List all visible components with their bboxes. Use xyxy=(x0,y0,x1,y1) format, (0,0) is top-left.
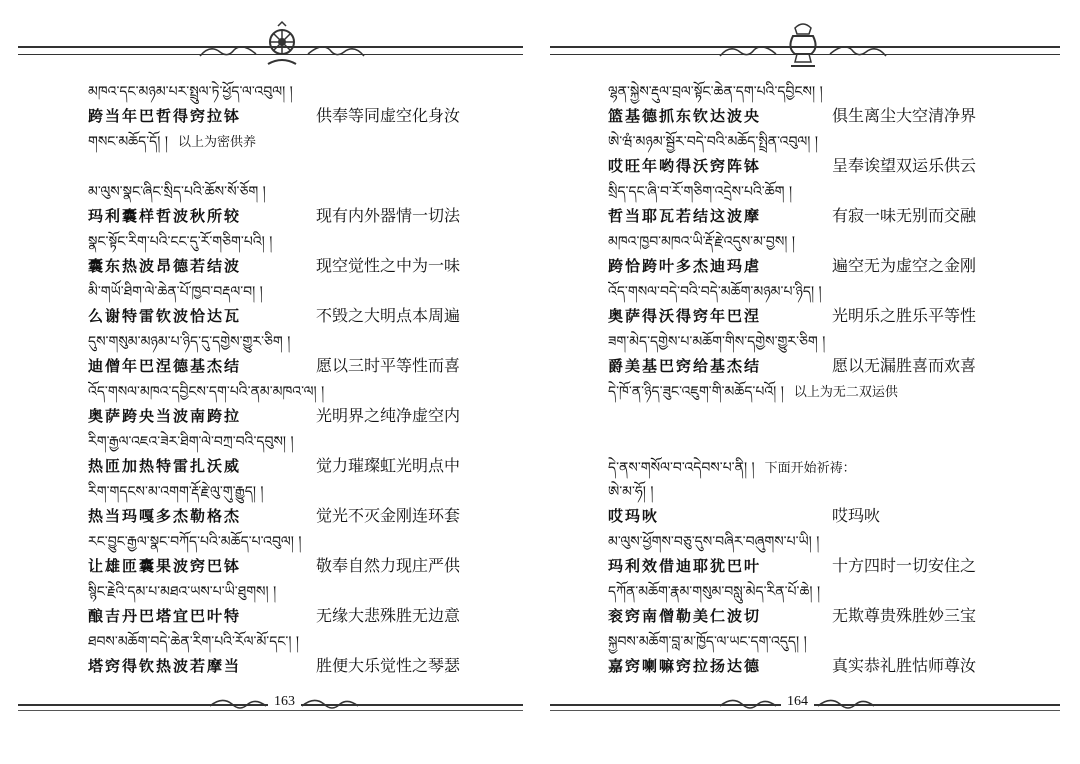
phonetic-transliteration: 篮基德抓东钦达波央 xyxy=(608,109,762,125)
tibetan-verse-line xyxy=(88,230,488,254)
verse-gap xyxy=(608,404,1028,430)
phonetic-transliteration: 奥萨跨央当波南跨拉 xyxy=(88,409,242,425)
phonetic-transliteration: 哎旺年哟得沃窍阵钵 xyxy=(608,159,762,175)
chinese-meaning: 供奉等同虚空化身汝 xyxy=(316,108,461,125)
chinese-meaning: 觉力璀璨虹光明点中 xyxy=(316,458,461,475)
tibetan-text: སྲིད་དང་ཞི་བ་རོ་གཅིག་འདྲེས་པའི་ཆོག ། xyxy=(608,184,793,200)
chinese-meaning: 无缘大悲殊胜无边意 xyxy=(316,608,461,625)
transliteration-meaning-row xyxy=(608,104,1028,130)
tibetan-verse-line xyxy=(88,480,488,504)
transliteration-meaning-row xyxy=(88,404,488,430)
tibetan-text: ཐབས་མཆོག་བདེ་ཆེན་རིག་པའི་རོལ་མོ་དང་། ། xyxy=(88,634,300,650)
scroll-ornament-icon xyxy=(198,40,258,62)
tibetan-text: ལྷན་སྐྱེས་རྡུལ་བྲལ་སྟོང་ཆེན་དག་པའི་དབྱིངས། ། xyxy=(608,84,823,100)
tibetan-text: དེ་ནས་གསོལ་བ་འདེབས་པ་ནི། ། xyxy=(608,460,755,476)
tibetan-verse-line xyxy=(608,630,1028,654)
section-note: 下面开始祈祷： xyxy=(764,461,856,476)
transliteration-meaning-row xyxy=(88,354,488,380)
tibetan-text: ཨེ་མ་ཧོ། ། xyxy=(608,484,654,500)
transliteration-meaning-row xyxy=(88,204,488,230)
tibetan-verse-line xyxy=(88,430,488,454)
chinese-meaning: 愿以无漏胜喜而欢喜 xyxy=(832,358,977,375)
chinese-meaning: 愿以三时平等性而喜 xyxy=(316,358,461,375)
tibetan-text: དུས་གསུམ་མཉམ་པ་ཉིད་དུ་དགྱེས་གྱུར་ཅིག ། xyxy=(88,334,291,350)
phonetic-transliteration: 爵美基巴窍给基杰结 xyxy=(608,359,762,375)
chinese-meaning: 觉光不灭金刚连环套 xyxy=(316,508,461,525)
transliteration-meaning-row xyxy=(88,554,488,580)
phonetic-transliteration: 么谢特雷钦波恰达瓦 xyxy=(88,309,242,325)
page-number: 164 xyxy=(781,694,814,710)
transliteration-meaning-row xyxy=(88,304,488,330)
scroll-ornament-icon xyxy=(828,40,888,62)
tibetan-text: དཀོན་མཆོག་རྣམ་གསུམ་བསླུ་མེད་རིན་པོ་ཆེ། ། xyxy=(608,584,821,600)
phonetic-transliteration: 奥萨得沃得窍年巴涅 xyxy=(608,309,762,325)
tibetan-verse-line xyxy=(608,530,1028,554)
phonetic-transliteration: 酿吉丹巴塔宜巴叶特 xyxy=(88,609,242,625)
chinese-meaning: 真实恭礼胜怙师尊汝 xyxy=(832,658,977,675)
right-text-column xyxy=(608,80,1028,680)
tibetan-verse-line xyxy=(88,530,488,554)
tibetan-verse-line xyxy=(88,330,488,354)
chinese-meaning: 俱生离尘大空清净界 xyxy=(832,108,977,125)
tibetan-verse-line xyxy=(608,280,1028,304)
right-page xyxy=(540,0,1080,764)
transliteration-meaning-row xyxy=(88,654,488,680)
transliteration-meaning-row xyxy=(88,104,488,130)
footer-rule-thin xyxy=(18,710,523,711)
chinese-meaning: 有寂一味无别而交融 xyxy=(832,208,977,225)
tibetan-text: རང་བྱུང་རྒྱལ་སྣང་བཀོད་པའི་མཆོད་པ་འབུལ། ། xyxy=(88,534,302,550)
chinese-meaning: 呈奉诶望双运乐供云 xyxy=(832,158,977,175)
verse-gap xyxy=(88,154,488,180)
tibetan-text: འོད་གསལ་བདེ་བའི་བདེ་མཆོག་མཉམ་པ་ཉིད། ། xyxy=(608,284,822,300)
section-note: 以上为无二双运供 xyxy=(793,385,898,400)
tibetan-text: མ་ལུས་སྣང་ཞིང་སྲིད་པའི་ཆོས་སོ་ཅོག ། xyxy=(88,184,266,200)
phonetic-transliteration: 让雄匝囊果波窍巴钵 xyxy=(88,559,242,575)
tibetan-text: རིག་གདངས་མ་འགག་རྡོ་རྗེ་ལུ་གུ་རྒྱུད། ། xyxy=(88,484,264,500)
treasure-vase-emblem-icon xyxy=(783,20,823,70)
tibetan-verse-line xyxy=(88,380,488,404)
scroll-ornament-icon xyxy=(306,40,366,62)
transliteration-meaning-row xyxy=(608,154,1028,180)
phonetic-transliteration: 囊东热波昂德若结波 xyxy=(88,259,242,275)
tibetan-text: མཁའ་ཁྱབ་མཁའ་ཡི་རྡོ་རྗེ་འདུས་མ་བྱས། ། xyxy=(608,234,795,250)
phonetic-transliteration: 迪僧年巴涅德基杰结 xyxy=(88,359,242,375)
tibetan-text: སྐྱབས་མཆོག་བླ་མ་ཁྱོད་ལ་ཡང་དག་འདུད། ། xyxy=(608,634,807,650)
tibetan-verse-line xyxy=(608,480,1028,504)
transliteration-meaning-row xyxy=(608,354,1028,380)
transliteration-meaning-row xyxy=(88,254,488,280)
tibetan-text: ཨེ་ཝཾ་མཉམ་སྦྱོར་བདེ་བའི་མཆོད་སྤྲིན་འབུལ། ། xyxy=(608,134,818,150)
tibetan-verse-line xyxy=(608,180,1028,204)
tibetan-verse-line xyxy=(608,456,1028,480)
tibetan-text: གསང་མཆོད་དོ། ། xyxy=(88,134,168,150)
tibetan-text: སྣང་སྟོང་རིག་པའི་ངང་དུ་རོ་གཅིག་པའི། ། xyxy=(88,234,273,250)
transliteration-meaning-row xyxy=(608,654,1028,680)
chinese-meaning: 敬奉自然力现庄严供 xyxy=(316,558,461,575)
transliteration-meaning-row xyxy=(608,254,1028,280)
transliteration-meaning-row xyxy=(608,504,1028,530)
section-note: 以上为密供养 xyxy=(177,135,256,150)
tibetan-verse-line xyxy=(608,380,1028,404)
transliteration-meaning-row xyxy=(88,604,488,630)
phonetic-transliteration: 塔窍得钦热波若摩当 xyxy=(88,659,242,675)
scroll-ornament-icon xyxy=(718,694,778,716)
tibetan-verse-line xyxy=(608,580,1028,604)
chinese-meaning: 无欺尊贵殊胜妙三宝 xyxy=(832,608,977,625)
tibetan-verse-line xyxy=(88,580,488,604)
phonetic-transliteration: 衮窍南僧勒美仁波切 xyxy=(608,609,762,625)
transliteration-meaning-row xyxy=(608,554,1028,580)
tibetan-verse-line xyxy=(88,80,488,104)
phonetic-transliteration: 热当玛嘎多杰勒格杰 xyxy=(88,509,242,525)
phonetic-transliteration: 哎玛吙 xyxy=(608,509,660,525)
phonetic-transliteration: 跨恰跨叶多杰迪玛虐 xyxy=(608,259,762,275)
tibetan-text: མཁའ་དང་མཉམ་པར་སྤྲུལ་ཏེ་ཕྱོད་ལ་འབུལ། ། xyxy=(88,84,293,100)
transliteration-meaning-row xyxy=(608,604,1028,630)
transliteration-meaning-row xyxy=(608,204,1028,230)
tibetan-text: ཟག་མེད་དགྱེས་པ་མཆོག་གིས་དགྱེས་གྱུར་ཅིག ། xyxy=(608,334,826,350)
tibetan-verse-line xyxy=(608,130,1028,154)
chinese-meaning: 不毁之大明点本周遍 xyxy=(316,308,461,325)
tibetan-text: དེ་ཁོ་ན་ཉིད་ཟུང་འཇུག་གི་མཆོད་པའོ། ། xyxy=(608,384,784,400)
scroll-ornament-icon xyxy=(816,694,876,716)
dharma-wheel-emblem-icon xyxy=(262,20,302,70)
left-text-column xyxy=(88,80,488,680)
tibetan-text: འོད་གསལ་མཁའ་དབྱིངས་དག་པའི་ནམ་མཁའ་ལ། ། xyxy=(88,384,325,400)
phonetic-transliteration: 玛利囊样哲波秋所较 xyxy=(88,209,242,225)
tibetan-verse-line xyxy=(608,330,1028,354)
tibetan-text: མི་གཡོ་ཐིག་ལེ་ཆེན་པོ་ཁྱབ་བརྡལ་བ། ། xyxy=(88,284,263,300)
scroll-ornament-icon xyxy=(300,694,360,716)
chinese-meaning: 胜便大乐觉性之琴瑟 xyxy=(316,658,461,675)
tibetan-text: རིག་རྒྱལ་འཇའ་ཟེར་ཐིག་ལེ་བཀྲ་བའི་དབུས། ། xyxy=(88,434,294,450)
tibetan-verse-line xyxy=(608,230,1028,254)
chinese-meaning: 哎玛吙 xyxy=(832,508,881,525)
chinese-meaning: 现有内外器情一切法 xyxy=(316,208,461,225)
chinese-meaning: 光明乐之胜乐平等性 xyxy=(832,308,977,325)
chinese-meaning: 光明界之纯净虚空内 xyxy=(316,408,461,425)
tibetan-text: མ་ལུས་ཕྱོགས་བཅུ་དུས་བཞིར་བཞུགས་པ་ཡི། ། xyxy=(608,534,820,550)
phonetic-transliteration: 哲当耶瓦若结这波摩 xyxy=(608,209,762,225)
tibetan-verse-line xyxy=(608,80,1028,104)
tibetan-verse-line xyxy=(88,180,488,204)
transliteration-meaning-row xyxy=(88,504,488,530)
scroll-ornament-icon xyxy=(718,40,778,62)
tibetan-verse-line xyxy=(88,280,488,304)
tibetan-verse-line xyxy=(88,130,488,154)
chinese-meaning: 十方四时一切安住之 xyxy=(832,558,977,575)
transliteration-meaning-row xyxy=(608,304,1028,330)
phonetic-transliteration: 跨当年巴哲得窍拉钵 xyxy=(88,109,242,125)
phonetic-transliteration: 嘉窍喇嘛窍拉扬达德 xyxy=(608,659,762,675)
transliteration-meaning-row xyxy=(88,454,488,480)
phonetic-transliteration: 玛利效借迪耶犹巴叶 xyxy=(608,559,762,575)
tibetan-text: སྙིང་རྗེའི་དམ་པ་མཐའ་ཡས་པ་ཡི་ཐུགས། ། xyxy=(88,584,277,600)
chinese-meaning: 遍空无为虚空之金刚 xyxy=(832,258,977,275)
footer-rule-thin xyxy=(550,710,1060,711)
scroll-ornament-icon xyxy=(208,694,268,716)
chinese-meaning: 现空觉性之中为一味 xyxy=(316,258,461,275)
page-number: 163 xyxy=(268,694,301,710)
tibetan-verse-line xyxy=(88,630,488,654)
verse-gap xyxy=(608,430,1028,456)
phonetic-transliteration: 热匝加热特雷扎沃威 xyxy=(88,459,242,475)
